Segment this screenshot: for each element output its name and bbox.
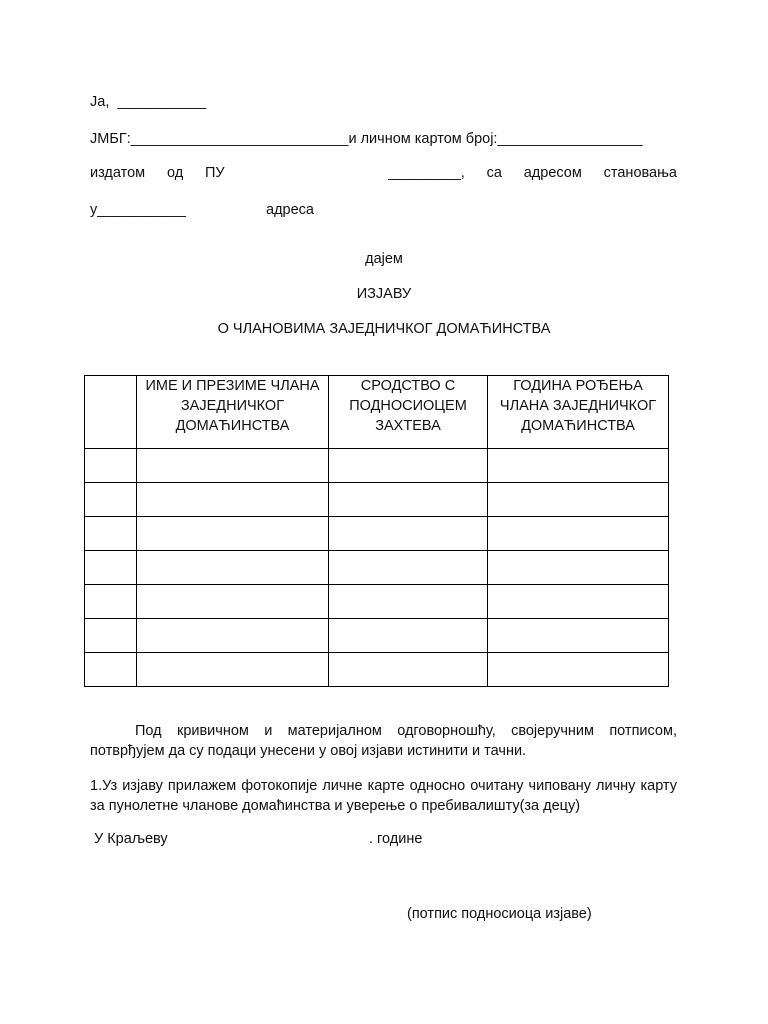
table-cell[interactable] xyxy=(137,619,329,653)
city-blank: у___________ xyxy=(90,202,186,218)
table-cell[interactable] xyxy=(488,517,669,551)
table-cell[interactable] xyxy=(85,517,137,551)
liability-paragraph: Под кривичном и материјалном одговорношћу, својеручним потписом, потврђујем да су подаци унесени у овој изјави истинити и тачни. xyxy=(90,723,677,759)
household-members-table xyxy=(84,375,669,687)
table-cell[interactable] xyxy=(137,653,329,687)
table-cell[interactable] xyxy=(85,483,137,517)
pu-blank: _________, xyxy=(388,165,465,181)
gap xyxy=(246,164,366,182)
word-address: адресом xyxy=(523,165,582,181)
table-cell[interactable] xyxy=(137,449,329,483)
jmbg-id-line: ЈМБГ:___________________________и личном картом број:__________________ xyxy=(90,131,643,147)
table-cell[interactable] xyxy=(488,449,669,483)
table-cell[interactable] xyxy=(488,585,669,619)
header-relation: СРОДСТВО С ПОДНОСИОЦЕМ ЗАХТЕВА xyxy=(329,376,488,449)
table-cell[interactable] xyxy=(137,517,329,551)
word-by: од xyxy=(166,165,184,181)
table-cell[interactable] xyxy=(85,449,137,483)
title-subject: О ЧЛАНОВИМА ЗАЈЕДНИЧКОГ ДОМАЋИНСТВА xyxy=(217,321,551,337)
table-row xyxy=(85,517,669,551)
table-cell[interactable] xyxy=(329,619,488,653)
header-name: ИМЕ И ПРЕЗИМЕ ЧЛАНА ЗАЈЕДНИЧКОГ ДОМАЋИНСТВА xyxy=(137,376,329,449)
word-pu: ПУ xyxy=(204,165,225,181)
year-label: . године xyxy=(369,831,423,847)
attachments-paragraph: 1.Уз изјаву прилажем фотокопије личне карте односно очитану чиповану личну карту за пунолетне чланове домаћинства и уверење о пребивалишту(за децу) xyxy=(90,778,677,814)
table-cell[interactable] xyxy=(137,585,329,619)
word-residence: становања xyxy=(603,165,677,181)
table-cell[interactable] xyxy=(85,653,137,687)
name-line: Ја, ___________ xyxy=(90,94,207,110)
table-row xyxy=(85,551,669,585)
table-cell[interactable] xyxy=(329,517,488,551)
table-cell[interactable] xyxy=(85,619,137,653)
table-cell[interactable] xyxy=(488,653,669,687)
table-cell[interactable] xyxy=(488,619,669,653)
table-cell[interactable] xyxy=(488,551,669,585)
header-number xyxy=(85,376,137,449)
issued-address-line xyxy=(90,164,677,182)
table-cell[interactable] xyxy=(85,551,137,585)
title-statement: ИЗЈАВУ xyxy=(356,286,412,302)
table-cell[interactable] xyxy=(329,551,488,585)
table-row xyxy=(85,619,669,653)
word-issued: издатом xyxy=(90,165,146,181)
table-row xyxy=(85,449,669,483)
table-row xyxy=(85,483,669,517)
place-label: У Краљеву xyxy=(94,831,168,847)
table-cell[interactable] xyxy=(137,551,329,585)
table-cell[interactable] xyxy=(329,449,488,483)
word-with: са xyxy=(486,165,502,181)
table-row xyxy=(85,585,669,619)
table-cell[interactable] xyxy=(329,483,488,517)
table-cell[interactable] xyxy=(85,585,137,619)
table-header-row xyxy=(85,376,669,449)
table-cell[interactable] xyxy=(137,483,329,517)
address-label: адреса xyxy=(266,202,314,218)
table-row xyxy=(85,653,669,687)
signature-label: (потпис подносиоца изјаве) xyxy=(407,906,592,922)
table-cell[interactable] xyxy=(329,653,488,687)
header-birth-year: ГОДИНА РОЂЕЊА ЧЛАНА ЗАЈЕДНИЧКОГ ДОМАЋИНСТВА xyxy=(488,376,669,449)
table-cell[interactable] xyxy=(488,483,669,517)
title-give: дајем xyxy=(365,251,403,267)
table-cell[interactable] xyxy=(329,585,488,619)
